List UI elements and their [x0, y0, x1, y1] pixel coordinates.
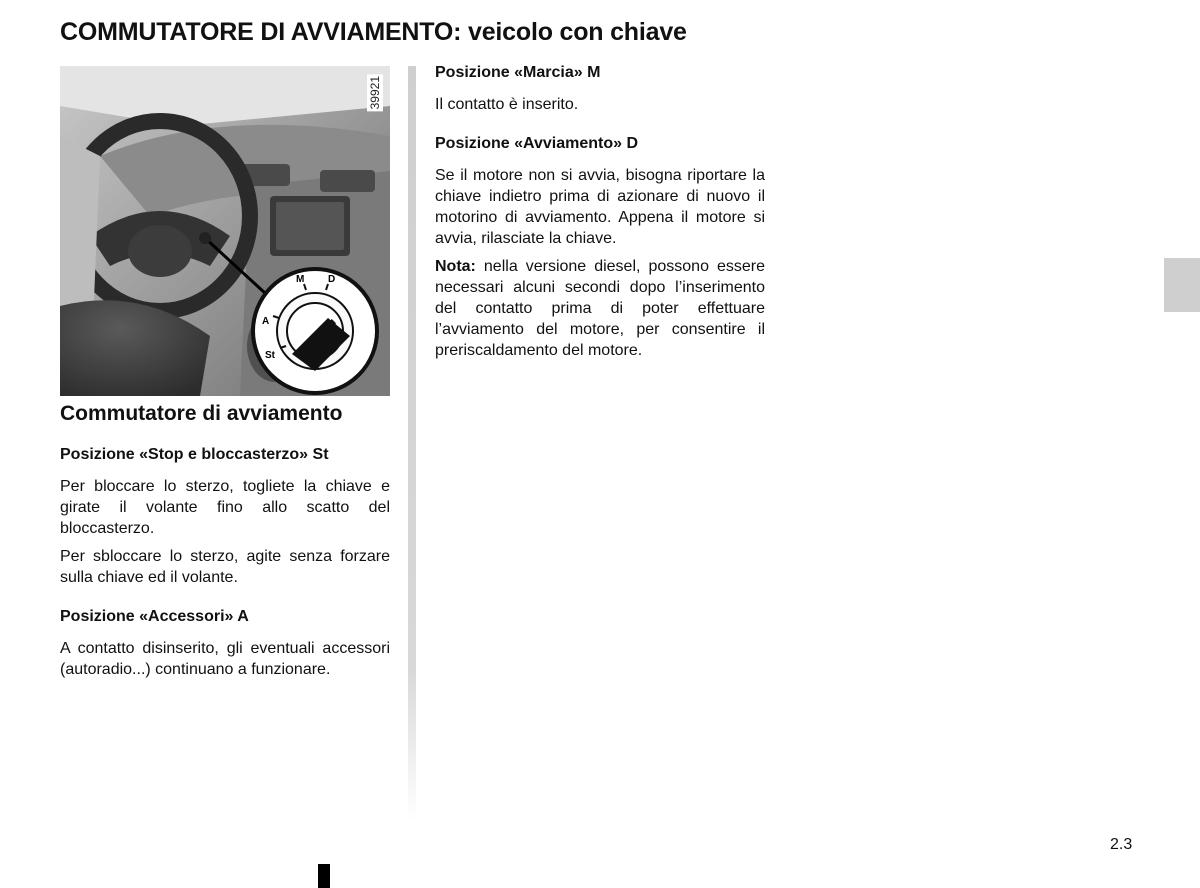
dashboard-drawing	[60, 66, 390, 396]
right-column	[435, 62, 765, 361]
note-label: Nota:	[435, 258, 476, 275]
start-position-text: Se il motore non si avvia, bisogna riportare la chiave indietro prima di azionare di nuovo il motorino di avviamento. Appena il motore si avvia, rilasciate la chiave.	[435, 167, 765, 247]
left-column	[60, 66, 390, 680]
stop-position-title: Posizione «Stop e bloccasterzo» St	[60, 446, 329, 463]
page-number: 2.3	[1110, 836, 1133, 853]
switch-label-d: D	[328, 274, 336, 285]
stop-position-text-1: Per bloccare lo sterzo, togliete la chiave e girate il volante fino allo scatto del bloccasterzo.	[60, 478, 390, 537]
run-position-title: Posizione «Marcia» M	[435, 64, 601, 81]
page-title: COMMUTATORE DI AVVIAMENTO: veicolo con chiave	[60, 18, 687, 46]
figure-code: 39921	[368, 76, 382, 110]
section-title: Commutatore di avviamento	[60, 402, 343, 425]
note-text: nella versione diesel, possono essere necessari alcuni secondi dopo l’inserimento del contatto prima di poter effettuare l’avviamento del motore, per consentire il preriscaldamento del motore.	[435, 258, 765, 359]
run-position-text: Il contatto è inserito.	[435, 96, 579, 113]
switch-label-a: A	[262, 316, 270, 327]
column-divider	[408, 66, 416, 820]
switch-label-st: St	[265, 350, 275, 361]
accessories-position-title: Posizione «Accessori» A	[60, 608, 249, 625]
chapter-tab	[1164, 258, 1200, 312]
switch-label-m: M	[296, 274, 305, 285]
stop-position-text-2: Per sbloccare lo sterzo, agite senza forzare sulla chiave ed il volante.	[60, 548, 390, 586]
crop-mark	[318, 864, 330, 888]
start-position-title: Posizione «Avviamento» D	[435, 135, 639, 152]
note-paragraph	[435, 256, 765, 361]
accessories-position-text: A contatto disinserito, gli eventuali accessori (autoradio...) continuano a funzionare.	[60, 640, 390, 678]
ignition-switch-illustration	[60, 66, 390, 396]
